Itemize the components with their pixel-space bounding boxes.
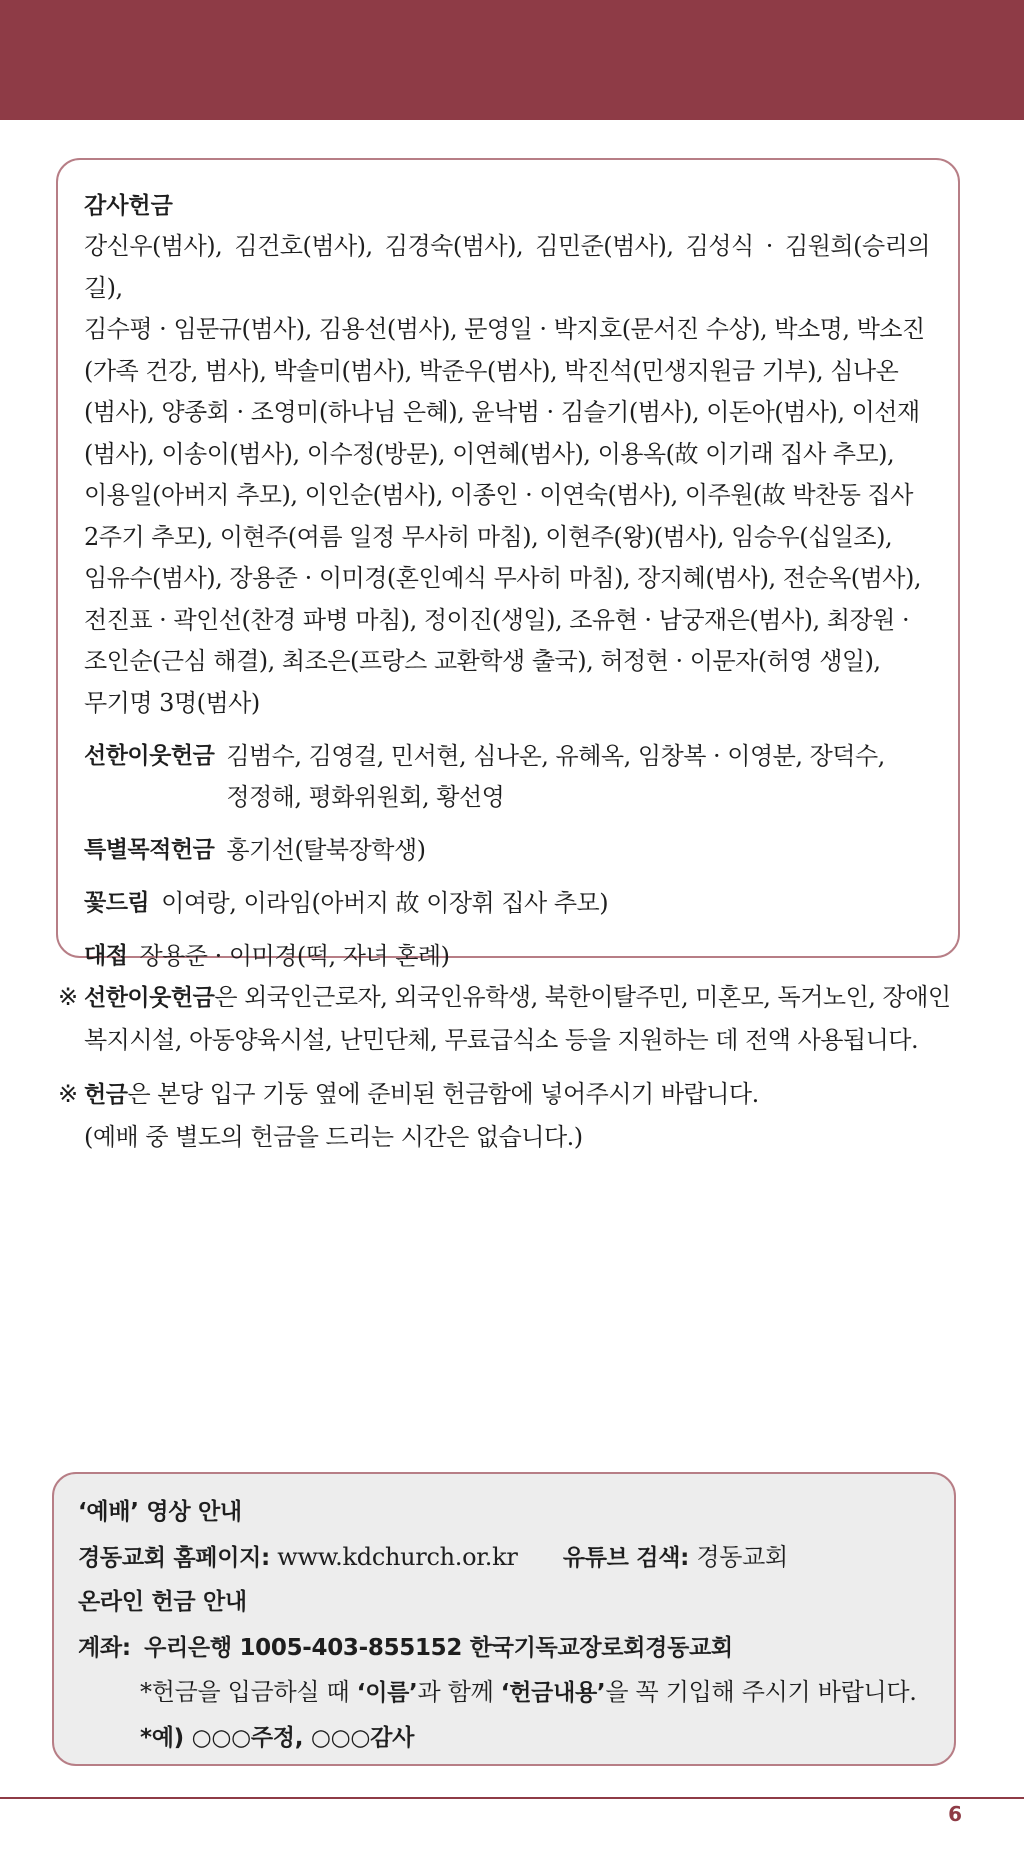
info-box (52, 1472, 956, 1766)
meal-offering-value: 장용준 · 이미경(떡, 자녀 혼례) (139, 942, 450, 970)
video-guide-line (78, 1535, 930, 1580)
note-text: (예배 중 별도의 헌금을 드리는 시간은 없습니다.) (84, 1123, 583, 1151)
deposit-note-text: 을 꼭 기입해 주시기 바랍니다. (605, 1678, 917, 1706)
list-line: 임유수(범사), 장용준 · 이미경(혼인예식 무사히 마침), 장지혜(범사), 전순옥(범사), (84, 564, 921, 592)
neighbor-offering-label: 선한이웃헌금 (84, 743, 215, 769)
list-line: 무기명 3명(범사) (84, 688, 260, 717)
deposit-note (78, 1670, 930, 1715)
footer-line (0, 1797, 1024, 1799)
list-line: 조인순(근심 해결), 최조은(프랑스 교환학생 출국), 허정현 · 이문자(허영 생일), (84, 647, 881, 675)
page-number: 6 (948, 1802, 962, 1826)
reference-mark-icon: ※ (58, 1080, 78, 1108)
note-bold-term: 헌금 (84, 1082, 128, 1108)
example-value: ○○○주정, ○○○감사 (183, 1725, 414, 1751)
list-line: 이용일(아버지 추모), 이인순(범사), 이종인 · 이연숙(범사), 이주원(故 박찬동 집사 (84, 481, 913, 509)
special-offering-label: 특별목적헌금 (84, 837, 215, 863)
youtube-search-term: 경동교회 (696, 1543, 788, 1571)
notes-section (58, 976, 968, 1170)
deposit-note-text: 과 함께 (417, 1678, 501, 1706)
note-offering-box (58, 1073, 968, 1158)
neighbor-offering-line: 정정해, 평화위원회, 황선영 (226, 783, 505, 811)
flower-offering-value: 이여랑, 이라임(아버지 故 이장휘 집사 추모) (161, 889, 609, 917)
account-label: 계좌: (78, 1635, 131, 1661)
meal-offering-label: 대접 (84, 943, 128, 969)
neighbor-offering-row (84, 736, 930, 818)
list-line: 강신우(범사), 김건호(범사), 김경숙(범사), 김민준(범사), 김성식 · 김원희(승리의 길), (84, 232, 930, 302)
note-text: 은 본당 입구 기둥 옆에 준비된 헌금함에 넣어주시기 바랍니다. (127, 1080, 759, 1108)
neighbor-offering-line: 김범수, 김영걸, 민서현, 심나온, 유혜옥, 임창복 · 이영분, 장덕수, (226, 742, 885, 770)
list-line: 2주기 추모), 이현주(여름 일정 무사히 마침), 이현주(왕)(범사), 임승우(십일조), (84, 522, 893, 551)
flower-offering-row (84, 883, 930, 924)
online-offering-title: 온라인 헌금 안내 (78, 1589, 247, 1615)
account-value: 우리은행 1005-403-855152 한국기독교장로회경동교회 (144, 1635, 733, 1661)
header-band (0, 0, 1024, 120)
offering-list-box (56, 158, 960, 970)
list-line: (범사), 양종회 · 조영미(하나님 은혜), 윤낙범 · 김슬기(범사), 이돈아(범사), 이선재 (84, 398, 920, 426)
thanks-offering-title: 감사헌금 (84, 193, 173, 219)
list-line: 김수평 · 임문규(범사), 김용선(범사), 문영일 · 박지호(문서진 수상), 박소명, 박소진 (84, 315, 925, 343)
deposit-note-bold: ‘이름’ (356, 1680, 418, 1706)
homepage-label: 경동교회 홈페이지: (78, 1545, 270, 1571)
note-text: 복지시설, 아동양육시설, 난민단체, 무료급식소 등을 지원하는 데 전액 사용됩니다. (84, 1026, 919, 1054)
list-line: (가족 건강, 범사), 박솔미(범사), 박준우(범사), 박진석(민생지원금 기부), 심나온 (84, 356, 899, 385)
note-bold-term: 선한이웃헌금 (84, 985, 215, 1011)
note-neighbor (58, 976, 968, 1061)
example-label: *예) (140, 1725, 184, 1751)
deposit-example (78, 1715, 930, 1760)
video-guide-title: ‘예배’ 영상 안내 (78, 1499, 242, 1525)
note-text: 은 외국인근로자, 외국인유학생, 북한이탈주민, 미혼모, 독거노인, 장애인 (214, 983, 951, 1011)
homepage-link[interactable]: www.kdchurch.or.kr (277, 1543, 518, 1571)
reference-mark-icon: ※ (58, 983, 78, 1011)
list-line: (범사), 이송이(범사), 이수정(방문), 이연혜(범사), 이용옥(故 이기래 집사 추모), (84, 439, 895, 468)
list-line: 전진표 · 곽인선(찬경 파병 마침), 정이진(생일), 조유현 · 남궁재은(범사), 최장원 · (84, 605, 910, 634)
deposit-note-text: *헌금을 입금하실 때 (140, 1678, 357, 1706)
thanks-offering-list (84, 226, 930, 724)
deposit-note-bold: ‘헌금내용’ (500, 1680, 606, 1706)
youtube-label: 유튜브 검색: (562, 1545, 690, 1571)
meal-offering-row (84, 936, 930, 977)
special-offering-row (84, 830, 930, 871)
special-offering-value: 홍기선(탈북장학생) (226, 836, 426, 864)
flower-offering-label: 꽃드림 (84, 890, 150, 916)
account-line (78, 1625, 930, 1670)
